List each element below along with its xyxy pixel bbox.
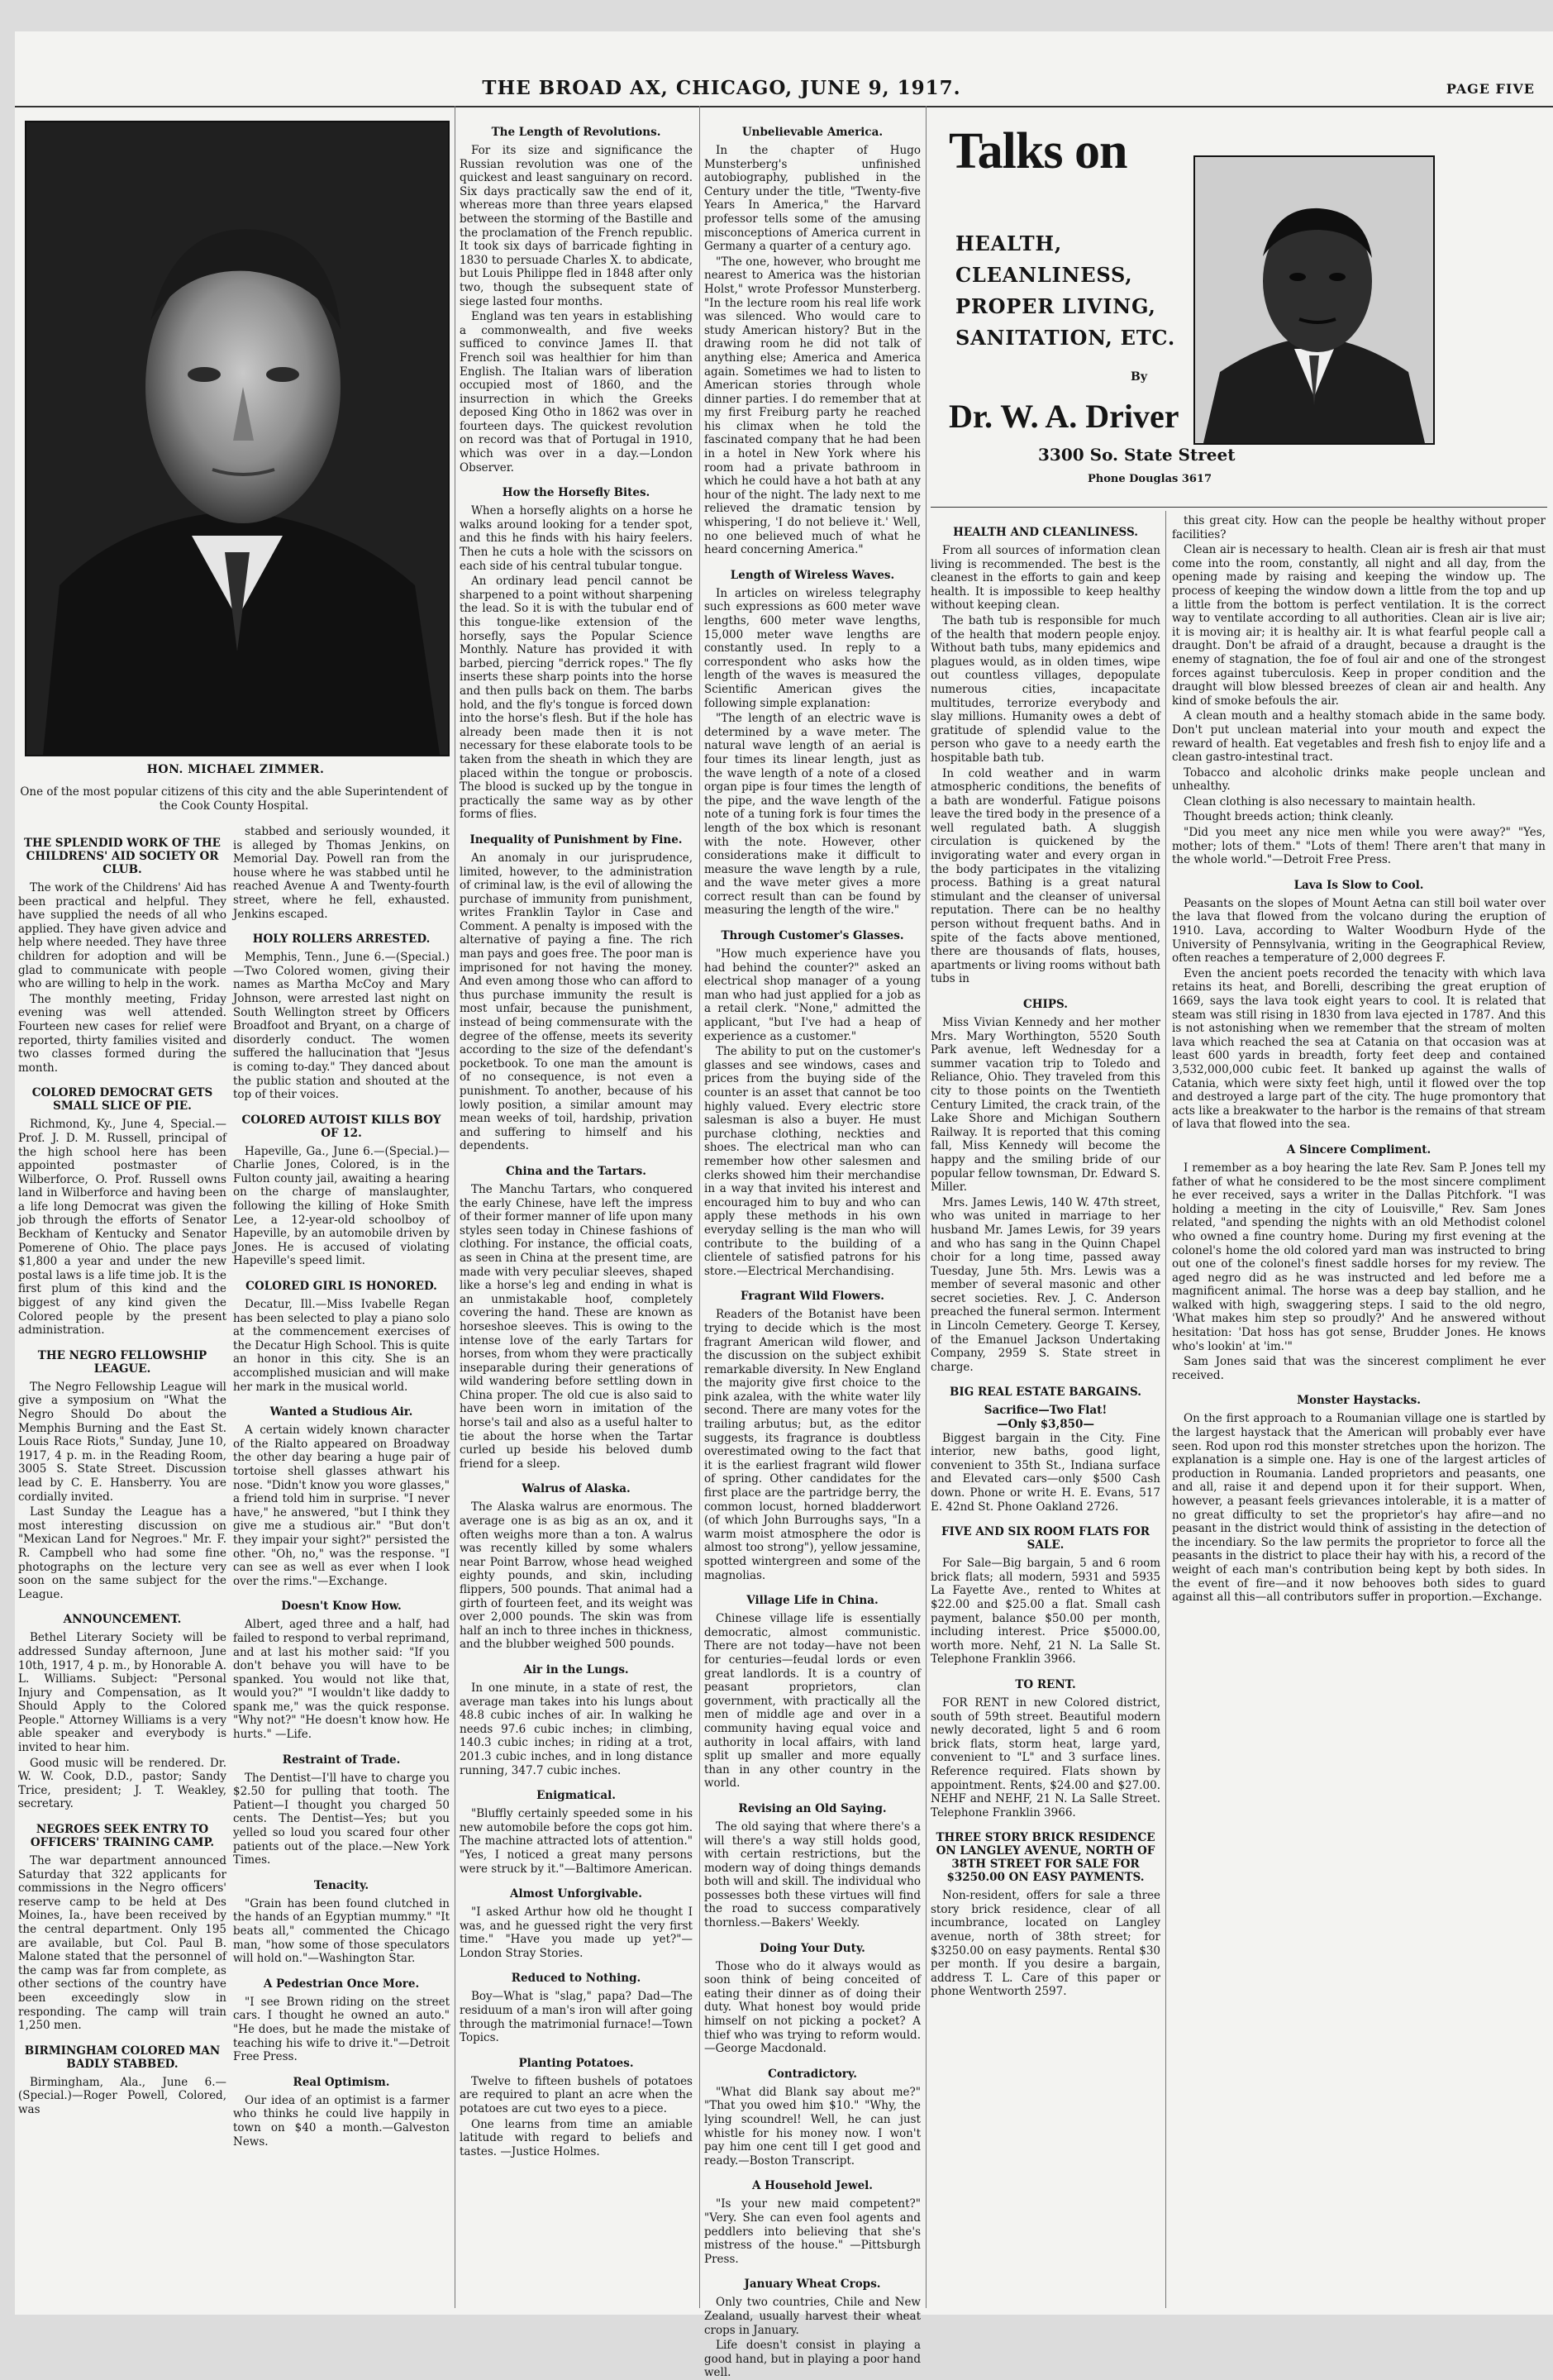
- article-headline: Contradictory.: [768, 2067, 857, 2081]
- masthead-rule: [15, 106, 1553, 107]
- article-paragraph: Birmingham, Ala., June 6.—(Special.)—Roger Powell, Colored, was: [18, 2075, 226, 2116]
- article-paragraph: Twelve to fifteen bushels of potatoes are required to plant an acre when the potatoes are cut two eyes to a piece.: [460, 2074, 693, 2116]
- page-number: PAGE FIVE: [1446, 81, 1535, 97]
- column-divider: [1165, 511, 1166, 2308]
- article-paragraph: Good music will be rendered. Dr. W. W. Cook, D.D., pastor; Sandy Trice, president; J. T. Weakley, secretary.: [18, 1756, 226, 1811]
- article-headline: Restraint of Trade.: [282, 1753, 401, 1767]
- article-paragraph: Last Sunday the League has a most interesting discussion on "Mexican Land for Negroes." Mr. F. R. Campbell who had some fine photographs on the lecture very soon on the same subject for the League.: [18, 1505, 226, 1601]
- masthead: THE BROAD AX, CHICAGO, JUNE 9, 1917.: [482, 77, 961, 99]
- article-paragraph: "I asked Arthur how old he thought I was, and he guessed right the very first time." "Have you made up yet?"—London Stray Stories.: [460, 1905, 693, 1960]
- article-headline: HEALTH AND CLEANLINESS.: [953, 526, 1138, 539]
- article-headline: A Household Jewel.: [751, 2179, 874, 2193]
- article-headline: A Sincere Compliment.: [1286, 1142, 1432, 1157]
- ad-doctor-name: Dr. W. A. Driver: [949, 398, 1179, 435]
- article-paragraph: The Dentist—I'll have to charge you $2.50 for pulling that tooth. The Patient—I thought you charged 50 cents. The Dentist—Yes; but you yelled so loud you scared four other patients out of the place.—New York Times.: [233, 1771, 450, 1867]
- article-paragraph: Even the ancient poets recorded the tenacity with which lava retains its heat, and Borelli, describing the great eruption of 1669, says the lava took eight years to cool. It is related that steam was still rising in 1830 from lava ejected in 1787. And this is not astonishing when we remember that the stream of molten lava which reached the sea at Catania on that occasion was at least 600 yards in breadth, forty feet deep and contained 3,532,000,000 cubic feet. It banked up against the walls of Catania, which were sixty feet high, until it flowed over the top and destroyed a large part of the city. The huge promontory that acts like a breakwater to the harbor is the remains of that stream of lava that flowed into the sea.: [1172, 966, 1546, 1132]
- article-paragraph: Readers of the Botanist have been trying to decide which is the most fragrant American wild flower, and the discussion on the subject exhibit remarkable diversity. In New England the majority give first choice to the pink azalea, with the white water lily second. There are many votes for the trailing arbutus; but, as the editor suggests, its fragrance is doubtless overestimated owing to the fact that it is the earliest fragrant wild flower of spring. Other candidates for the first place are the partridge berry, the common locust, horned bladderwort (of which John Burroughs says, "In a warm moist atmosphere the odor is almost too strong"), yellow jessamine, spotted wintergreen and some of the magnolias.: [704, 1308, 921, 1582]
- ad-topic: PROPER LIVING,: [955, 294, 1156, 318]
- article-headline: Doesn't Know How.: [281, 1600, 402, 1614]
- article-paragraph: The Negro Fellowship League will give a symposium on "What the Negro Should Do about the Memphis Burning and the East St. Louis Race Riots," Sunday, June 10, 1917, 4 p. m. in the Reading Room, 3005 S. State Street. Discussion lead by C. E. Hansberry. You are cordially invited.: [18, 1380, 226, 1504]
- article-paragraph: A certain widely known character of the Rialto appeared on Broadway the other day bearing a huge pair of tortoise shell glasses athwart his nose. "Didn't know you wore glasses," a friend told him in surprise. "I never have," he answered, "but I think they give me a studious air." "But don't they impair your sight?" persisted the other. "Oh, no," was the response. "I can see as well as ever when I look over the rims."—Exchange.: [233, 1424, 450, 1588]
- article-paragraph: One learns from time an amiable latitude with regard to beliefs and tastes. —Justice Holmes.: [460, 2117, 693, 2158]
- article-paragraph: Miss Vivian Kennedy and her mother Mrs. Mary Worthington, 5520 South Park avenue, left Wednesday for a summer vacation trip to Toledo and Reliance, Ohio. They traveled from this city to those points on the Twentieth Century Limited, the crack train, of the Lake Shore and Michigan Southern Railway. It is reported that this coming fall, Miss Kennedy will become the happy and the smiling bride of our popular fellow townsman, Dr. Edward S. Miller.: [931, 1016, 1160, 1195]
- article-paragraph: The old saying that where there's a will there's a way still holds good, with certain restrictions, but the modern way of doing things demands both will and skill. The individual who possesses both these virtues will find the road to success comparatively thornless.—Bakers' Weekly.: [704, 1820, 921, 1930]
- article-paragraph: Albert, aged three and a half, had failed to respond to verbal reprimand, and at last his mother said: "If you don't behave you will have to be spanked. You would not like that, would you?" "I wouldn't like daddy to spank me," was the quick response. "Why not?" "He doesn't know how. He hurts." —Life.: [233, 1618, 450, 1742]
- article-headline: ANNOUNCEMENT.: [63, 1613, 182, 1627]
- article-headline: Inequality of Punishment by Fine.: [469, 832, 683, 847]
- article-headline: Wanted a Studious Air.: [269, 1405, 413, 1419]
- article-paragraph: Chinese village life is essentially democratic, almost communistic. There are not today—have not been for centuries—feudal lords or even great landlords. It is a country of peasant proprietors, clan government, with practically all the men of middle age and over in a community having equal voice and authority in local affairs, with land split up smaller and more equally than in any other country in the world.: [704, 1612, 921, 1791]
- article-paragraph: Non-resident, offers for sale a three story brick residence, clear of all incumbrance, located on Langley avenue, north of 38th street; for $3250.00 on easy payments. Rental $30 per month. If you desire a bargain, address T. L. Care of this paper or phone Wentworth 2597.: [931, 1889, 1160, 1999]
- article-headline: Enigmatical.: [536, 1789, 616, 1803]
- article-headline: Lava Is Slow to Cool.: [1293, 878, 1424, 892]
- article-headline: Air in the Lungs.: [523, 1662, 629, 1676]
- article-paragraph: Only two countries, Chile and New Zealand, usually harvest their wheat crops in January.: [704, 2296, 921, 2337]
- article-paragraph: From all sources of information clean living is recommended. The best is the cleanest in the efforts to gain and keep health. It is impossible to keep healthy without keeping clean.: [931, 544, 1160, 613]
- article-paragraph: Clean clothing is also necessary to maintain health.: [1184, 794, 1476, 808]
- article-headline: BIG REAL ESTATE BARGAINS.: [950, 1386, 1141, 1400]
- column-5: [931, 514, 1160, 2310]
- ad-by: By: [1131, 370, 1147, 384]
- article-paragraph: "Grain has been found clutched in the hands of an Egyptian mummy." "It beats all," commented the Chicago man, "how some of those speculators will hold on."—Washington Star.: [233, 1896, 450, 1966]
- article-headline: TO RENT.: [1015, 1677, 1076, 1691]
- article-paragraph: Hapeville, Ga., June 6.—(Special.)—Charlie Jones, Colored, is in the Fulton county jail, awaiting a hearing on the charge of manslaughter, following the killing of Hoke Smith Lee, a 12-year-old schoolboy of Hapeville, by an automobile driven by Jones. He is accused of violating Hapeville's speed limit.: [233, 1144, 450, 1268]
- article-paragraph: The Manchu Tartars, who conquered the early Chinese, have left the impress of their former manner of life upon many styles seen today in Chinese fashions of clothing. For instance, the official coats, as seen in China at the present time, are made with very peculiar sleeves, shaped like a horse's leg and ending in what is an unmistakable hoof, completely covering the hand. These are known as horseshoe sleeves. This is owing to the intense love of the early Tartars for horses, from whom they were practically inseparable during their generations of wild wandering before settling down in China proper. The old cue is also said to have been worn in imitation of the horse's tail and also as a useful halter to tie about the horse when the Tartar curled up beside his beloved dumb friend for a sleep.: [460, 1182, 693, 1471]
- column-4: [704, 114, 921, 2380]
- article-paragraph: An ordinary lead pencil cannot be sharpened to a point without sharpening the lead. So it is with the tubular end of this tongue-like extension of the horsefly, says the Popular Science Monthly. Nature has provided it with barbed, piercing "derrick ropes." The fly inserts these sharp points into the horse and then pulls back on them. The barbs hold, and the fly's tongue is forced down into the horse's flesh. But if the hole has already been made then it is not necessary for these elaborate tools to be taken from the sheath in which they are placed within the tongue or proboscis. The blood is sucked up by the tongue in practically the same way as by other forms of flies.: [460, 575, 693, 822]
- article-headline: Length of Wireless Waves.: [730, 568, 895, 582]
- portrait-photo: [25, 121, 450, 756]
- health-talks-advertisement: [932, 114, 1544, 503]
- article-paragraph: Bethel Literary Society will be addressed Sunday afternoon, June 10th, 1917, 4 p. m., by Honorable A. L. Williams. Subject: "Personal Injury and Compensation, as It Should Apply to the Colored People." Attorney Williams is a very able speaker and everybody is invited to hear him.: [18, 1631, 226, 1755]
- article-paragraph: When a horsefly alights on a horse he walks around looking for a tender spot, and this he finds with his hairy feelers. Then he cuts a hole with the scissors on each side of his central tubular tongue.: [460, 504, 693, 573]
- article-paragraph: "I see Brown riding on the street cars. I thought he owned an auto." "He does, but he made the mistake of teaching his wife to drive it."—Detroit Free Press.: [233, 1995, 450, 2064]
- article-paragraph: The war department announced Saturday that 322 applicants for commissions in the Negro officers' reserve camp to be held at Des Moines, Ia., have been received by the central department. Only 195 are available, but Col. Paul B. Malone stated that the personnel of the camp was far from complete, as other sections of the country have been exceedingly slow in responding. The camp will train 1,250 men.: [18, 1854, 226, 2033]
- article-headline: FIVE AND SIX ROOM FLATS FOR SALE.: [941, 1525, 1150, 1552]
- article-paragraph: stabbed and seriously wounded, it is alleged by Thomas Jenkins, on Memorial Day. Powell ran from the house where he was stabbed until he reached Avenue A and Twenty-fourth street, where he fell, exhausted. Jenkins escaped.: [233, 825, 450, 921]
- article-paragraph: this great city. How can the people be healthy without proper facilities?: [1172, 514, 1546, 541]
- article-headline: COLORED GIRL IS HONORED.: [245, 1280, 437, 1294]
- article-paragraph: On the first approach to a Roumanian village one is startled by the largest haystack that the American will probably ever have seen. Rod upon rod this monster stretches upon the horizon. The explanation is a simple one. Hay is one of the largest articles of production in Roumania. Landed proprietors and peasants, one and all, raise it and depend upon it for their support. When, however, a peasant feels grievances intolerable, it is a matter of no great difficulty to set the proprietor's hay afire—and no peasant in the district would think of assisting in the detection of the incendiary. So the law permits the proprietor to force all the peasants in the district to place their hay with his, a record of the weight of each man's contribution being kept by both sides. In the event of fire—and it now behooves both sides to guard against all this—all contributors suffer in proportion.—Exchange.: [1172, 1412, 1546, 1605]
- article-paragraph: Memphis, Tenn., June 6.—(Special.)—Two Colored women, giving their names as Martha McCoy and Mary Johnson, were arrested last night on South Wellington street by Officers Broadfoot and Bryant, on a charge of disorderly conduct. The women suffered the hallucination that "Jesus is coming to-day." They danced about the public station and shouted at the top of their voices.: [233, 951, 450, 1102]
- article-headline: COLORED DEMOCRAT GETS SMALL SLICE OF PIE.: [31, 1086, 213, 1114]
- article-paragraph: In one minute, in a state of rest, the average man takes into his lungs about 48.8 cubic inches of air. In walking he needs 97.6 cubic inches; in climbing, 140.3 cubic inches; in riding at a trot, 201.3 cubic inches, and in long distance running, 347.7 cubic inches.: [460, 1681, 693, 1777]
- article-paragraph: Decatur, Ill.—Miss Ivabelle Regan has been selected to play a piano solo at the commencement exercises of the Decatur High School. This is quite an honor in this city. She is an accomplished musician and will make her mark in the musical world.: [233, 1298, 450, 1394]
- article-paragraph: The monthly meeting, Friday evening was well attended. Fourteen new cases for relief were reported, thirty families visited and two classes formed during the month.: [18, 992, 226, 1075]
- article-paragraph: "The length of an electric wave is determined by a wave meter. The natural wave length of an aerial is four times its linear length, just as the wave length of a note of a closed organ pipe is four times the length of the pipe, and the wave length of the note of a tuning fork is four times the length of the box which is resonant with the note. However, other considerations make it difficult to measure the wave length by a rule, and the wave meter gives a more correct result than can be found by measuring the length of the wire.": [704, 712, 921, 918]
- article-paragraph: I remember as a boy hearing the late Rev. Sam P. Jones tell my father of what he considered to be the most sincere compliment he ever received, says a writer in the Dallas Pitchfork. "I was holding a meeting in the city of Louisville," Rev. Sam Jones related, "and spending the nights with an old Methodist colonel who owned a fine country home. During my first evening at the colonel's home the old colored yard man was instructed to bring out one of the colonel's finest saddle horses for my review. The aged negro did as he was instructed and led before me a magnificent animal. The horse was a deep bay stallion, and he walked with high, swaggering steps. I said to the old negro, 'What makes him step so proudly?' And he answered without hesitation: 'Dat hoss has got sense, Brudder Jones. He knows who's lookin' at 'im.'": [1172, 1161, 1546, 1353]
- article-headline: THREE STORY BRICK RESIDENCE ON LANGLEY AVENUE, NORTH OF 38TH STREET FOR SALE FOR $3250.00 ON EASY PAYMENTS.: [936, 1831, 1155, 1885]
- column-divider: [699, 106, 700, 2308]
- column-3: [460, 114, 693, 2309]
- article-headline: CHIPS.: [1023, 998, 1068, 1011]
- ad-bottom-rule: [931, 507, 1547, 508]
- article-headline: Fragrant Wild Flowers.: [741, 1290, 884, 1304]
- doctor-illustration: [1195, 157, 1433, 443]
- article-headline: Monster Haystacks.: [1297, 1394, 1421, 1408]
- article-paragraph: An anomaly in our jurisprudence, limited, however, to the administration of criminal law, is the evil of allowing the purchase of immunity from punishment, writes Franklin Taylor in Case and Comment. A penalty is imposed with the alternative of paying a fine. The rich man pays and goes free. The poor man is imprisoned for not having the money. And even among those who can afford to thus purchase immunity the result is most unfair, because the punishment, instead of being commensurate with the degree of the offense, meets its severity according to the size of the defendant's pocketbook. To one man the amount is of no consequence, is not even a punishment. To another, because of his lowly position, a similar amount may mean weeks of toil, hardship, privation and suffering to himself and his dependents.: [460, 851, 693, 1153]
- article-headline: NEGROES SEEK ENTRY TO OFFICERS' TRAINING CAMP.: [30, 1823, 215, 1850]
- article-paragraph: In articles on wireless telegraphy such expressions as 600 meter wave lengths, 600 meter wave lengths, 15,000 meter wave lengths are constantly used. In reply to a correspondent who asks how the length of the waves is measured the Scientific American gives the following simple explanation:: [704, 586, 921, 710]
- article-paragraph: The ability to put on the customer's glasses and see windows, cases and prices from the buying side of the counter is an asset that cannot be too highly valued. Every electric store salesman is also a buyer. He must purchase clothing, neckties and shoes. The electrical man who can remember how other salesmen and clerks showed him their merchandise in a way that invited his interest and encouraged him to buy and who can apply these methods in his own everyday selling is the man who will contribute to the building of a clientele of satisfied patrons for his store.—Electrical Merchandising.: [704, 1045, 921, 1278]
- article-paragraph: Life doesn't consist in playing a good hand, but in playing a poor hand well.: [704, 2339, 921, 2380]
- article-paragraph: For its size and significance the Russian revolution was one of the quickest and least sanguinary on record. Six days practically saw the end of it, whereas more than three years elapsed between the storming of the Bastille and the proclamation of the French republic. It took six days of barricade fighting in 1830 to persuade Charles X. to abdicate, but Louis Philippe fled in 1848 after only two, though the subsequent state of siege lasted four months.: [460, 144, 693, 308]
- article-paragraph: "Bluffly certainly speeded some in his new automobile before the cops got him. The machine attracted lots of attention." "Yes, I noticed a great many persons were struck by it."—Baltimore American.: [460, 1807, 693, 1876]
- doctor-photo: [1193, 155, 1435, 445]
- article-paragraph: Sam Jones said that was the sincerest compliment he ever received.: [1172, 1355, 1546, 1382]
- ad-phone: Phone Douglas 3617: [1088, 473, 1212, 485]
- article-headline: Village Life in China.: [746, 1594, 879, 1608]
- article-headline: Real Optimism.: [293, 2075, 390, 2089]
- article-headline: Almost Unforgivable.: [510, 1887, 642, 1901]
- article-paragraph: Peasants on the slopes of Mount Aetna can still boil water over the lava that flowed from the volcano during the eruption of 1910. Lava, according to Walter Woodburn Hyde of the University of Pennsylvania, writing in the Geographical Review, often reaches a temperature of 2,000 degrees F.: [1172, 896, 1546, 966]
- article-headline: Walrus of Alaska.: [522, 1482, 631, 1496]
- article-headline: HOLY ROLLERS ARRESTED.: [252, 932, 431, 947]
- ad-subhead: Sacrifice—Two Flat!: [984, 1404, 1108, 1418]
- article-paragraph: Thought breeds action; think cleanly.: [1184, 810, 1394, 824]
- ad-topic: HEALTH,: [955, 231, 1062, 255]
- article-headline: THE NEGRO FELLOWSHIP LEAGUE.: [37, 1348, 207, 1376]
- ad-topic: CLEANLINESS,: [955, 263, 1133, 287]
- column-divider: [926, 106, 927, 2308]
- article-paragraph: In cold weather and in warm atmospheric conditions, the benefits of a bath are wonderful. Fatigue poisons leave the tired body in the presence of a well regulated bath. A sluggish circulation is quickened by the invigorating water and every organ in the body participates in the vitalizing process. Bathing is a great natural stimulant and the cleanser of universal reputation. There can be no healthy person without frequent baths. And in spite of the facts above mentioned, there are thousands of flats, houses, apartments or living rooms without bath tubs in: [931, 766, 1160, 986]
- article-paragraph: Boy—What is "slag," papa? Dad—The residuum of a man's iron will after going through the matrimonial furnace!—Town Topics.: [460, 1990, 693, 2045]
- article-paragraph: FOR RENT in new Colored district, south of 59th street. Beautiful modern newly decorated, light 5 and 6 room brick flats, storm heat, large yard, convenient to "L" and 3 surface lines. Reference required. Flats shown by appointment. Rents, $24.00 and $27.00. NEHF and NEHF, 21 N. La Salle Street. Telephone Franklin 3966.: [931, 1696, 1160, 1820]
- article-headline: Planting Potatoes.: [518, 2056, 634, 2070]
- article-paragraph: The Alaska walrus are enormous. The average one is as big as an ox, and it often weighs more than a ton. A walrus was recently killed by some whalers near Point Barrow, whose head weighed eighty pounds, and skin, including flippers, 500 pounds. That animal had a girth of fourteen feet, and its weight was over 2,000 pounds. The skin was from half an inch to three inches in thickness, and the blubber weighed 500 pounds.: [460, 1500, 693, 1652]
- article-paragraph: Biggest bargain in the City. Fine interior, new baths, good light, convenient to 35th St., Indiana surface and Elevated cars—only $500 Cash down. Phone or write H. E. Evans, 517 E. 42nd St. Phone Oakland 2726.: [931, 1431, 1160, 1514]
- article-paragraph: The bath tub is responsible for much of the health that modern people enjoy. Without bath tubs, many epidemics and plagues would, as in olden times, wipe out countless villages, depopulate numerous cities, incapacitate multitudes, terrorize everybody and slay millions. Humanity owes a debt of gratitude of splendid value to the person who gave to a needy earth the hospitable bath tub.: [931, 613, 1160, 765]
- portrait-caption: One of the most popular citizens of this city and the able Superintendent of the Cook County Hospital.: [20, 785, 448, 813]
- article-paragraph: "What did Blank say about me?" "That you owed him $10." "Why, the lying scoundrel! Well, he can just whistle for his money now. I won't pay him one cent till I get good and ready.—Boston Transcript.: [704, 2085, 921, 2168]
- article-headline: BIRMINGHAM COLORED MAN BADLY STABBED.: [24, 2044, 221, 2071]
- article-paragraph: England was ten years in establishing a commonwealth, and five weeks sufficed to convince James II. that French soil was healthier for him than English. The Italian wars of liberation occupied most of 1860, and the insurrection in which the Greeks deposed King Otho in 1862 was over in fourteen days. The quickest revolution on record was that of Portugal in 1910, which was over in a day.—London Observer.: [460, 310, 693, 475]
- article-headline: Unbelievable America.: [741, 126, 884, 139]
- article-paragraph: In the chapter of Hugo Munsterberg's unfinished autobiography, published in the Century under the title, "Twenty-five Years In America," the Harvard professor tells some of the amusing misconceptions of America current in Germany a quarter of a century ago.: [704, 144, 921, 254]
- article-paragraph: A clean mouth and a healthy stomach abide in the same body. Don't put unclean material into your mouth and expect the reward of health. Eat vegetables and fresh fish to enjoy life and a clean gastro-intestinal tract.: [1172, 709, 1546, 765]
- article-paragraph: Mrs. James Lewis, 140 W. 47th street, who was united in marriage to her husband Mr. James Lewis, for 39 years and who has sang in the Quinn Chapel choir for a long time, passed away Tuesday, June 5th. Mrs. Lewis was a member of several masonic and other secret societies. Rev. J. C. Anderson preached the funeral sermon. Interment in Lincoln Cemetery. George T. Kersey, of the Emanuel Jackson Undertaking Company, 2959 S. State street in charge.: [931, 1195, 1160, 1374]
- article-headline: Revising an Old Saying.: [738, 1801, 887, 1815]
- article-headline: Through Customer's Glasses.: [721, 929, 904, 943]
- article-paragraph: Our idea of an optimist is a farmer who thinks he could live happily in town on $40 a month.—Galveston News.: [233, 2093, 450, 2149]
- article-paragraph: "Is your new maid competent?" "Very. She can even fool agents and peddlers into believing that she's mistress of the house." —Pittsburgh Press.: [704, 2197, 921, 2266]
- article-paragraph: Clean air is necessary to health. Clean air is fresh air that must come into the room, constantly, all night and all day, from the opening made by raising and keeping the window up. The process of keeping the window down a little from the top and up a little from the bottom is perfect ventilation. It is the correct way to ventilate according to all authorities. Clean air is live air; it is moving air; it is healthy air. It is what fearful people call a draught. Don't be afraid of a draught, because a draught is the enemy of stagnation, the foe of foul air and one of the strongest forces against tuberculosis. Keep in proper condition and the draught will blow blessed breezes of clean air and health. Any kind of smoke befouls the air.: [1172, 543, 1546, 708]
- newspaper-page: [15, 31, 1553, 2380]
- article-headline: THE SPLENDID WORK OF THE CHILDRENS' AID SOCIETY OR CLUB.: [24, 837, 221, 876]
- portrait-name: HON. MICHAEL ZIMMER.: [146, 763, 325, 776]
- ad-topic: SANITATION, ETC.: [955, 326, 1176, 350]
- article-headline: The Length of Revolutions.: [491, 126, 661, 139]
- article-headline: Doing Your Duty.: [760, 1941, 865, 1955]
- ad-subhead: —Only $3,850—: [997, 1418, 1094, 1432]
- article-paragraph: "The one, however, who brought me nearest to America was the historian Holst," wrote Professor Munsterberg. "In the lecture room his real life work was silenced. Who would care to study American history? But in the drawing room he did not talk of anything else; America and America again. Sometimes we had to listen to American stories through whole dinner parties. I do remember that at my first Freiburg party he reached his climax when he told the fascinated company that he had been in a hotel in New York where his room had a private bathroom in which he could have a hot bath at any hour of the night. The lady next to me relieved the dramatic tension by whispering, 'I do not believe it.' Well, no one believed much of what he heard concerning America.": [704, 255, 921, 557]
- article-headline: COLORED AUTOIST KILLS BOY OF 12.: [241, 1113, 441, 1140]
- column-1: [18, 825, 226, 2309]
- article-paragraph: Those who do it always would as soon think of being conceited of eating their dinner as of doing their duty. What honest boy would pride himself on not picking a pocket? A thief who was trying to reform would.—George Macdonald.: [704, 1959, 921, 2056]
- article-headline: China and the Tartars.: [505, 1164, 646, 1178]
- ad-address: 3300 So. State Street: [1038, 445, 1236, 465]
- article-headline: A Pedestrian Once More.: [263, 1977, 420, 1991]
- column-2: [233, 825, 450, 2309]
- portrait-illustration: [26, 122, 448, 755]
- article-headline: Tenacity.: [313, 1878, 369, 1892]
- article-paragraph: "Did you meet any nice men while you were away?" "Yes, mother; lots of them." "Lots of them! There aren't that many in the whole world."—Detroit Free Press.: [1172, 826, 1546, 867]
- article-headline: Reduced to Nothing.: [511, 1972, 641, 1986]
- ad-topics: [955, 228, 1175, 354]
- article-paragraph: "How much experience have you had behind the counter?" asked an electrical shop manager of a young man who had just applied for a job as a retail clerk. "None," admitted the applicant, "but I've had a heap of experience as a customer.": [704, 947, 921, 1043]
- ad-title: Talks on: [949, 123, 1127, 179]
- article-paragraph: Tobacco and alcoholic drinks make people unclean and unhealthy.: [1172, 766, 1546, 794]
- article-headline: How the Horsefly Bites.: [502, 486, 650, 500]
- article-paragraph: The work of the Childrens' Aid has been practical and helpful. They have supplied the needs of all who applied. They have given advice and help where needed. They have three children for adoption and will be glad to communicate with people who are willing to help in the work.: [18, 881, 226, 991]
- article-paragraph: For Sale—Big bargain, 5 and 6 room brick flats; all modern, 5931 and 5935 La Fayette Ave., rented to Whites at $22.00 and $25.00 a flat. Small cash payment, balance $50.00 per month, including interest. Price $5000.00, worth more. Nehf, 21 N. La Salle St. Telephone Franklin 3966.: [931, 1557, 1160, 1667]
- article-paragraph: Richmond, Ky., June 4, Special.—Prof. J. D. M. Russell, principal of the high school here has been appointed postmaster of Wilberforce, O. Prof. Russell owns land in Wilberforce and having been a life long Democrat was given the job through the efforts of Senator Beckham of Kentucky and Senator Pomerene of Ohio. The place pays $1,800 a year and under the new postal laws is a life time job. It is the first plum of this kind and the biggest of any kind given the Colored people by the present administration.: [18, 1118, 226, 1338]
- article-headline: January Wheat Crops.: [744, 2277, 881, 2292]
- column-6: [1172, 514, 1546, 2310]
